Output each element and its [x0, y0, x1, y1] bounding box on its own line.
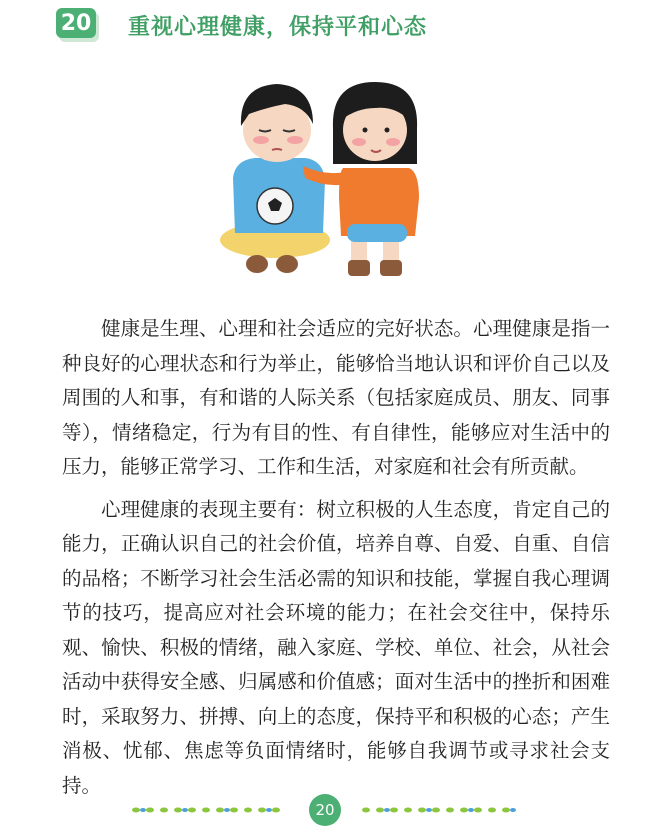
paragraph: 健康是生理、心理和社会适应的完好状态。心理健康是指一种良好的心理状态和行为举止，能够恰当地认识和评价自己以及周围的人和事，有和谐的人际关系（包括家庭成员、朋友、同事等），情绪稳定，行为有目的性、有自律性，能够应对生活中的压力，能够正常学习、工作和生活，对家庭和社会有所贡献。 — [62, 317, 610, 478]
children-illustration — [215, 68, 435, 288]
right-leaf-decoration — [360, 804, 520, 816]
chapter-title: 重视心理健康，保持平和心态 — [128, 15, 428, 40]
paragraph: 心理健康的表现主要有：树立积极的人生态度，肯定自己的能力，正确认识自己的社会价值，培养自尊、自爱、自重、自信的品格；不断学习社会生活必需的知识和技能，掌握自我心理调节的技巧，提高应对社会环境的能力；在社会交往中，保持乐观、愉快、积极的情绪，融入家庭、学校、单位、社会，从社会活动中获得安全感、归属感和价值感；面对生活中的挫折和困难时，采取努力、拼搏、向上的态度，保持平和积极的心态；产生消极、忧郁、焦虑等负面情绪时，能够自我调节或寻求社会支持。 — [62, 497, 610, 797]
page-footer — [0, 790, 664, 830]
body-text — [62, 312, 610, 811]
page-number: 20 — [309, 794, 341, 826]
chapter-header — [56, 8, 646, 48]
left-leaf-decoration — [130, 804, 290, 816]
chapter-number-badge: 20 — [56, 8, 96, 38]
